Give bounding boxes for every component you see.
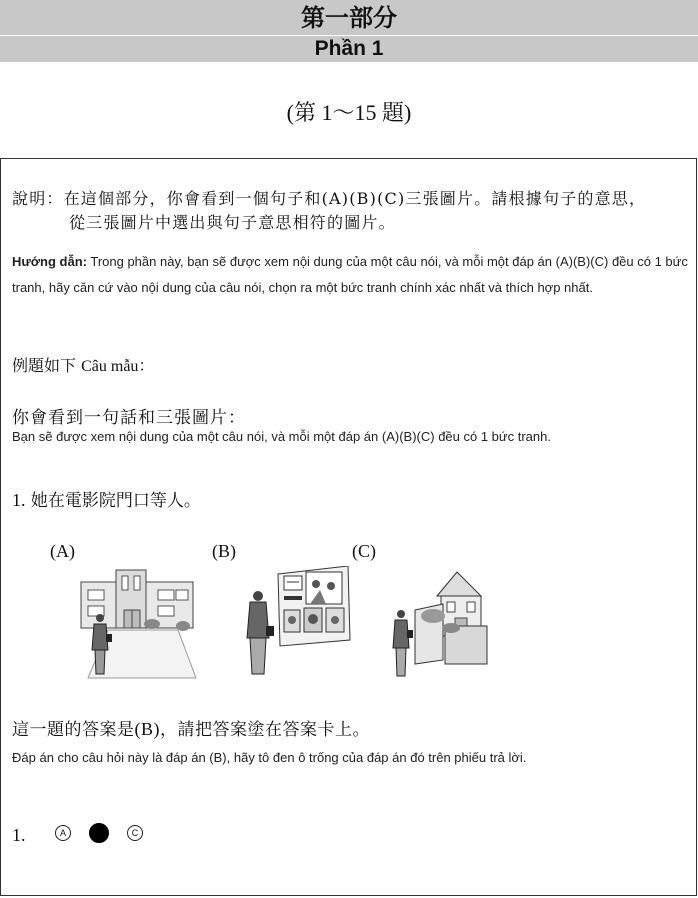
instruction-zh-line1: 說明：在這個部分，你會看到一個句子和(A)(B)(C)三張圖片。請根據句子的意思，: [12, 189, 647, 208]
example-see-vn: Bạn sẽ được xem nội dung của một câu nói, và mỗi một đáp án (A)(B)(C) đều có 1 bức tranh.: [12, 429, 551, 444]
answer-statement-vn: Đáp án cho câu hỏi này là đáp án (B), hãy tô đen ô trống của đáp án đó trên phiếu trả lời.: [12, 750, 527, 765]
option-c-image: [385, 566, 493, 680]
section-title-zh: 第一部分: [0, 0, 698, 35]
option-a-image: [78, 568, 198, 680]
instruction-vn: [12, 249, 692, 301]
example-question-text: 她在電影院門口等人。: [30, 491, 201, 511]
example-label: [12, 353, 154, 376]
example-see-zh: 你會看到一句話和三張圖片：: [12, 408, 246, 428]
section-title-vn: Phần 1: [0, 36, 698, 62]
answer-statement-zh: [12, 715, 370, 740]
instruction-vn-text: Trong phần này, bạn sẽ được xem nội dung của một câu nói, và mỗi một đáp án (A)(B)(C) đều có 1 bức tranh, hãy căn cứ vào nội dung của câu nói, chọn ra một bức tranh chính xác nhất và thích hợp nhất.: [12, 254, 688, 295]
answer-bubble-c[interactable]: C: [127, 825, 143, 841]
option-a-label: (A): [50, 541, 75, 561]
answer-post: ，請把答案塗在答案卡上。: [160, 720, 370, 740]
question-range: (第 1～15 題): [286, 100, 412, 125]
instruction-zh-line2: 從三張圖片中選出與句子意思相符的圖片。: [69, 213, 396, 232]
example-question-number: 1.: [12, 490, 26, 510]
example-label-vn: Câu mẫu：: [81, 358, 155, 375]
instruction-vn-label: Hướng dẫn:: [12, 254, 87, 269]
answer-letter: (B): [134, 719, 160, 739]
option-b-image: [236, 566, 356, 680]
answer-bubble-b-filled[interactable]: [89, 823, 109, 843]
example-label-zh: 例題如下: [12, 356, 77, 375]
option-b-label: (B): [212, 541, 236, 561]
answer-pre: 這一題的答案是: [12, 720, 135, 740]
answer-bubble-a[interactable]: A: [55, 825, 71, 841]
answer-sheet-number: 1.: [12, 825, 26, 845]
example-question: [12, 486, 201, 511]
option-c-label: (C): [352, 541, 376, 561]
